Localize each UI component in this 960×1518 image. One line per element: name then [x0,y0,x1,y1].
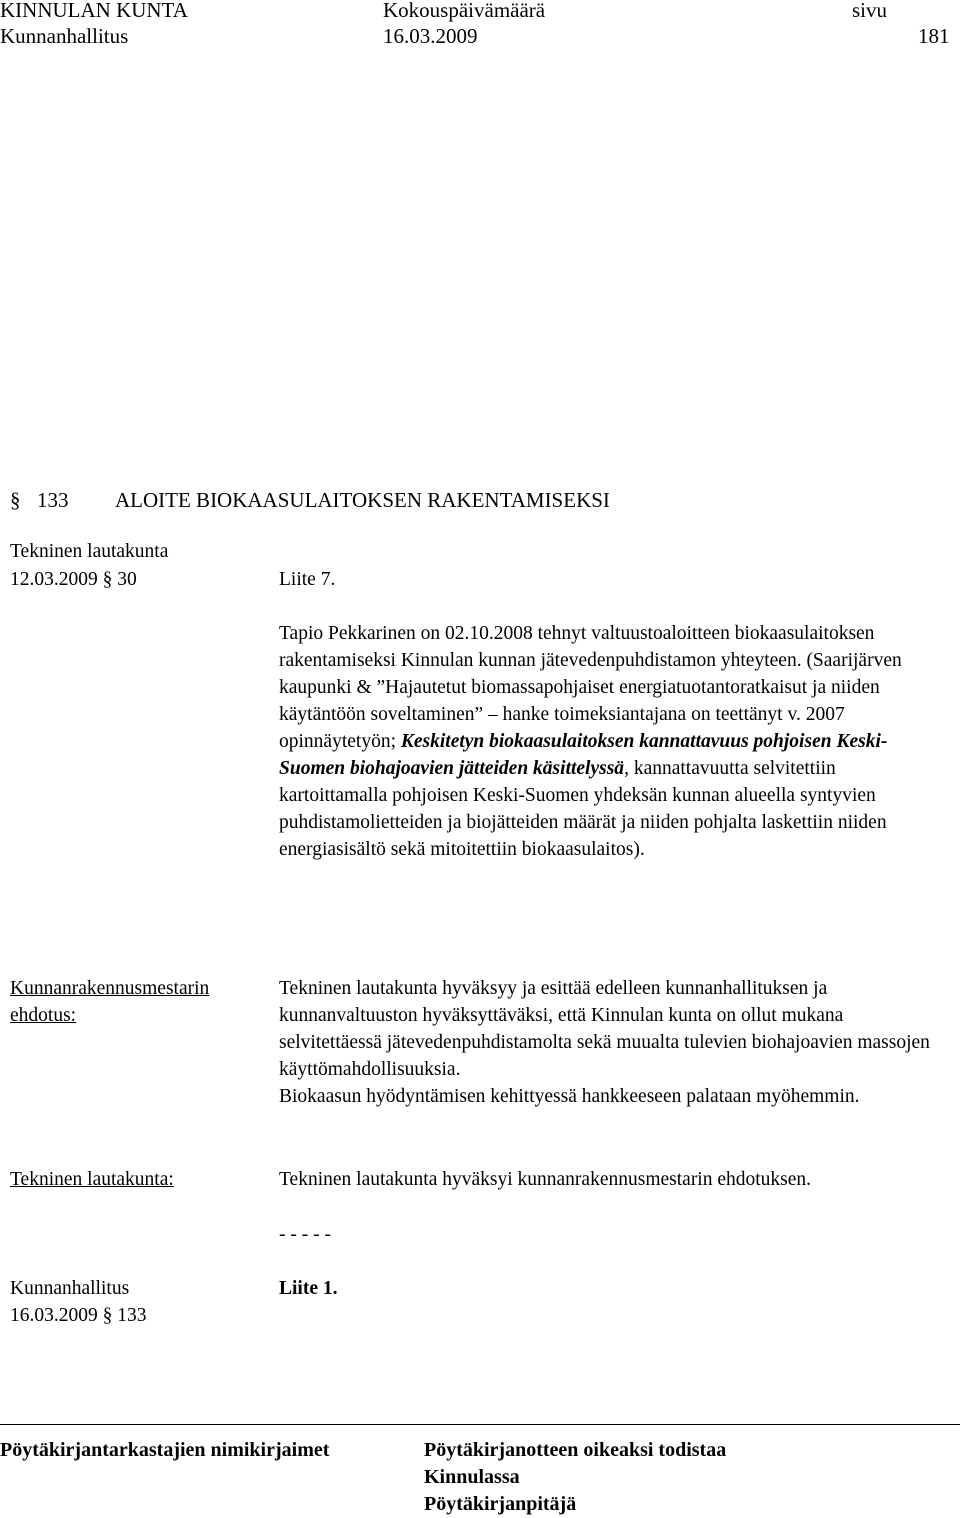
proposal-label-line1: Kunnanrakennusmestarin [10,978,210,999]
proposal-text-2: Biokaasun hyödyntämisen kehittyessä hankkeeseen palataan myöhemmin. [279,1086,860,1107]
footer-certify-label: Pöytäkirjanotteen oikeaksi todistaa [424,1439,727,1461]
footer-place: Kinnulassa [424,1466,520,1488]
intro-paragraph [279,620,947,863]
intro-text-2: , kannattavuutta selvitettiin kartoittamalla pohjoisen Keski-Suomen yhdeksän kunnan alueella syntyvien puhdistamolietteiden ja biojätteiden määrät ja niiden pohjalta laskettiin niiden energiasisältö sekä mitoitettiin biokaasulaitos). [279,758,887,860]
footer-secretary-label: Pöytäkirjanpitäjä [424,1493,577,1515]
tekninen-ref-date: 12.03.2009 § 30 [10,569,137,590]
footer-initials-label: Pöytäkirjantarkastajien nimikirjaimet [0,1439,330,1461]
decision-label: Tekninen lautakunta: [10,1169,174,1190]
kh-ref-attachment: Liite 1. [279,1278,338,1299]
header-page-label: sivu [852,0,888,22]
section-number: 133 [37,488,69,512]
proposal-text-1: Tekninen lautakunta hyväksyy ja esittää edelleen kunnanhallituksen ja kunnanvaltuuston hyväksyttäväksi, että Kinnulan kunta on ollut mukana selvitettäessä jätevedenpuhdistamolta sekä muualta tulevien biohajoavien massojen käyttömahdollisuuksia. [279,978,930,1080]
kh-ref-body: Kunnanhallitus [10,1278,130,1299]
header-org: KINNULAN KUNTA [0,0,188,22]
separator: - - - - - [279,1224,331,1245]
section-paragraph-icon: § [10,488,21,512]
header-date: 16.03.2009 [383,24,478,48]
proposal-label-line2: ehdotus: [10,1005,77,1026]
tekninen-ref-body: Tekninen lautakunta [10,541,169,562]
tekninen-ref-attachment: Liite 7. [279,569,336,590]
header-body: Kunnanhallitus [0,24,129,48]
section-title: ALOITE BIOKAASULAITOKSEN RAKENTAMISEKSI [115,488,610,512]
kh-ref-date: 16.03.2009 § 133 [10,1305,147,1326]
intro-text-1: Tapio Pekkarinen on 02.10.2008 tehnyt valtuustoaloitteen biokaasulaitoksen rakentamiseksi Kinnulan kunnan jätevedenpuhdistamon yhteyteen. (Saarijärven kaupunki & ”Hajautetut biomassapohjaiset energiatuotantoratkaisut ja niiden käytäntöön soveltaminen” – hanke toimeksiantajana on teettänyt v. 2007 opinnäytetyön; [279,623,902,752]
header-date-label: Kokouspäivämäärä [383,0,546,22]
thesis-title: Keskitetyn biokaasulaitoksen kannattavuus pohjoisen Keski-Suomen biohajoavien jätteiden käsittelyssä [279,731,888,779]
footer-rule [0,1424,960,1425]
proposal-text [279,975,947,1110]
header-page-number: 181 [918,24,950,48]
decision-text: Tekninen lautakunta hyväksyi kunnanrakennusmestarin ehdotuksen. [279,1169,812,1190]
